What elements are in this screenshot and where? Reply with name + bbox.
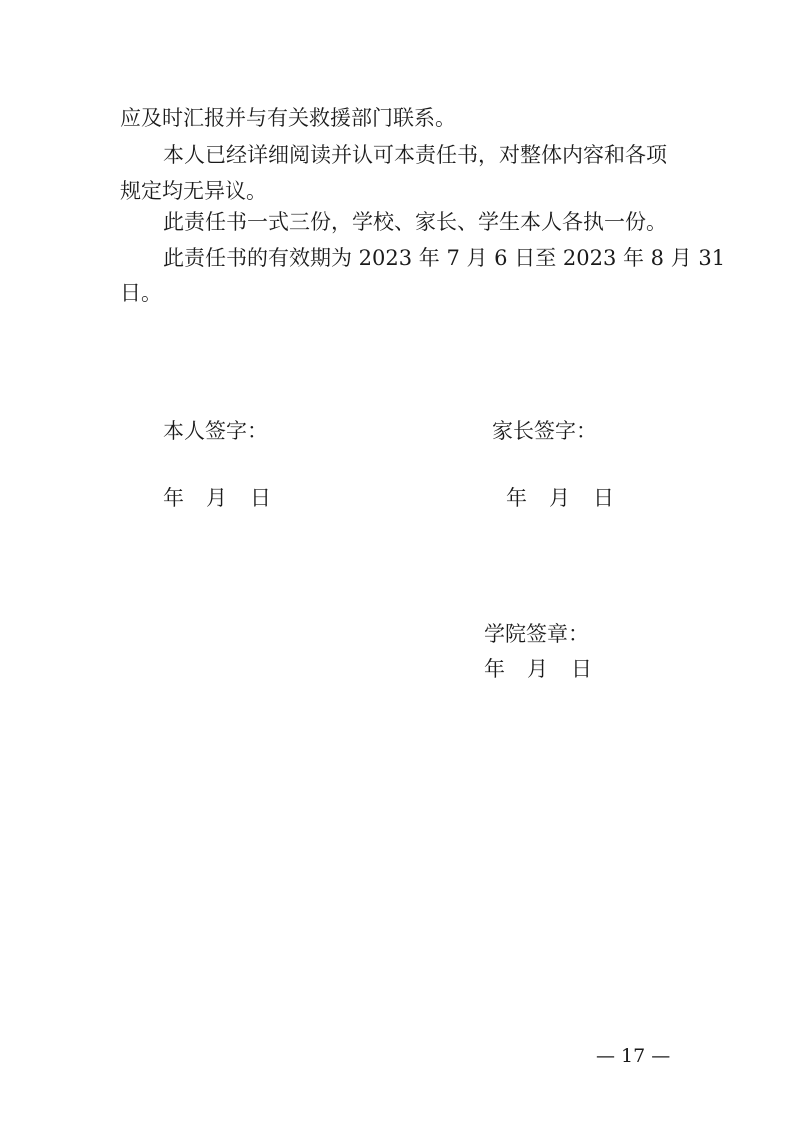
college-seal-label: 学院签章： xyxy=(484,622,589,646)
body-line-4: 此责任书一式三份，学校、家长、学生本人各执一份。 xyxy=(163,210,667,234)
date-month-label: 月 xyxy=(527,657,548,681)
parent-signature-label: 家长签字： xyxy=(492,419,597,443)
body-line-5: 此责任书的有效期为 2023 年 7 月 6 日至 2023 年 8 月 31 xyxy=(163,246,726,270)
body-line-6: 日。 xyxy=(120,281,162,305)
date-year-label: 年 xyxy=(163,486,184,510)
body-line-2: 本人已经详细阅读并认可本责任书，对整体内容和各项 xyxy=(163,143,667,167)
body-line-1: 应及时汇报并与有关救援部门联系。 xyxy=(120,106,456,130)
body-line-3: 规定均无异议。 xyxy=(120,179,267,203)
date-year-label: 年 xyxy=(484,657,505,681)
date-month-label: 月 xyxy=(549,486,570,510)
date-day-label: 日 xyxy=(571,657,592,681)
date-day-label: 日 xyxy=(593,486,614,510)
page-number: — 17 — xyxy=(596,1045,671,1067)
date-year-label: 年 xyxy=(506,486,527,510)
date-month-label: 月 xyxy=(206,486,227,510)
self-signature-label: 本人签字： xyxy=(163,419,268,443)
date-day-label: 日 xyxy=(250,486,271,510)
